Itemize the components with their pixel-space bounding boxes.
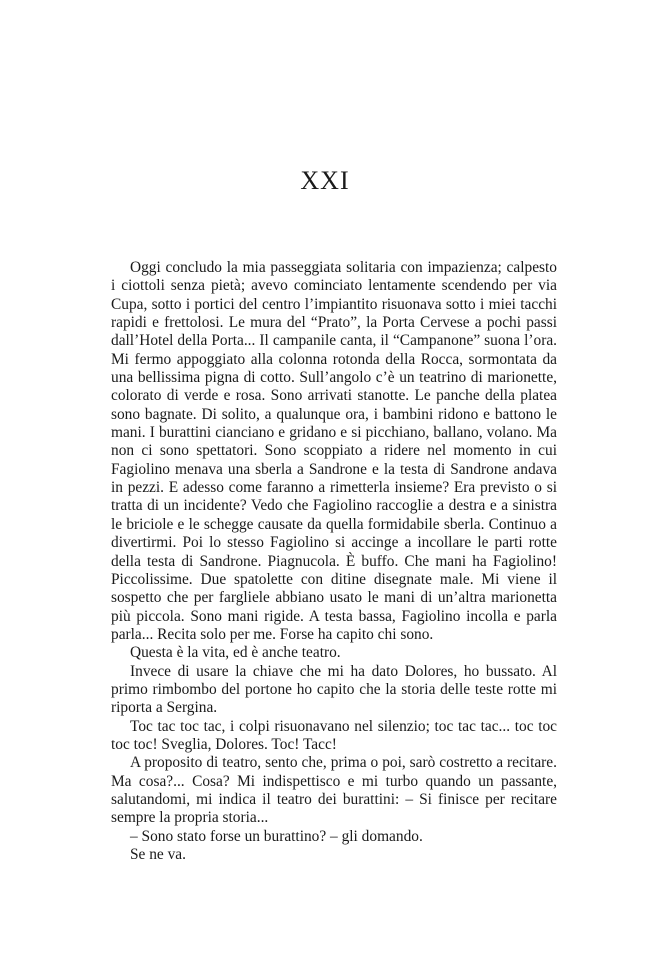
chapter-body [111, 259, 557, 864]
paragraph: Toc tac toc tac, i colpi risuonavano nel silenzio; toc tac tac... toc toc toc toc! Sveglia, Dolores. Toc! Tacc! [111, 717, 557, 753]
paragraph: Oggi concludo la mia passeggiata solitaria con impazienza; calpesto i ciottoli senza pietà; avevo cominciato lentamente scendendo per via Cupa, sotto i portici del centro l’impiantito risuonava sotto i miei tacchi rapidi e frettolosi. Le mura del “Prato”, la Porta Cervese a pochi passi dall’Hotel della Porta... Il campanile canta, il “Campanone” suona l’ora. Mi fermo appoggiato alla colonna rotonda della Rocca, sormontata da una bellissima pigna di cotto. Sull’angolo c’è un teatrino di marionette, colorato di verde e rosa. Sono arrivati stanotte. Le panche della platea sono bagnate. Di solito, a qualunque ora, i bambini ridono e battono le mani. I burattini cianciano e gridano e si picchiano, ballano, volano. Ma non ci sono spettatori. Sono scoppiato a ridere nel momento in cui Fagiolino menava una sberla a Sandrone e la testa di Sandrone andava in pezzi. E adesso come faranno a rimetterla insieme? Era previsto o si tratta di un incidente? Vedo che Fagiolino raccoglie a destra e a sinistra le briciole e le schegge causate da quella formidabile sberla. Continuo a divertirmi. Poi lo stesso Fagiolino si accinge a incollare le parti rotte della testa di Sandrone. Piagnucola. È buffo. Che mani ha Fagiolino! Piccolissime. Due spatolette con ditine disegnate male. Mi viene il sospetto che per fargliele abbiano usato le mani di un’altra marionetta più piccola. Sono mani rigide. A testa bassa, Fagiolino incolla e parla parla... Recita solo per me. Forse ha capito chi sono. [111, 259, 557, 643]
paragraph: Questa è la vita, ed è anche teatro. [130, 644, 341, 662]
paragraph: – Sono stato forse un burattino? – gli domando. [130, 827, 423, 845]
paragraph: A proposito di teatro, sento che, prima o poi, sarò costretto a recitare. Ma cosa?... Cosa? Mi indispettisco e mi turbo quando un passante, salutandomi, mi indica il teatro dei burattini: – Si finisce per recitare sempre la propria storia... [111, 754, 557, 827]
chapter-title: XXI [300, 166, 350, 195]
paragraph: Invece di usare la chiave che mi ha dato Dolores, ho bussato. Al primo rimbombo del portone ho capito che la storia delle teste rotte mi riporta a Sergina. [111, 662, 557, 717]
paragraph: Se ne va. [130, 846, 186, 863]
